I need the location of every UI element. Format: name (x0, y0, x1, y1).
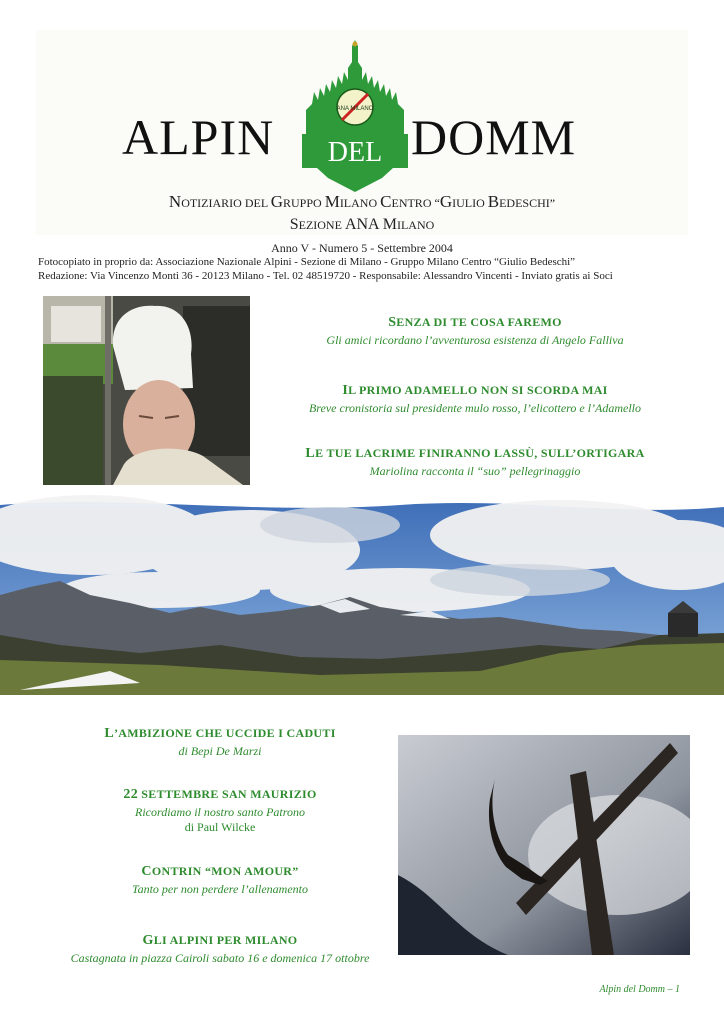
cross-eagle-photo (398, 735, 690, 955)
article-san-maurizio[interactable] (0, 787, 440, 835)
article-author: di Paul Wilcke (184, 820, 256, 834)
article-subtitle: Ricordiamo il nostro santo Patrono (134, 805, 305, 819)
article-title: LE TUE LACRIME FINIRANNO LASSÙ, SULL’ORTIGARA (305, 446, 645, 461)
article-subtitle: Tanto per non perdere l’allenamento (132, 882, 308, 896)
article-title: L’AMBIZIONE CHE UCCIDE I CADUTI (104, 726, 336, 741)
madonnina-icon (353, 42, 358, 47)
article-subtitle: Castagnata in piazza Cairoli sabato 16 e domenica 17 ottobre (70, 951, 370, 965)
article-subtitle: Breve cronistoria sul presidente mulo rosso, l’elicottero e l’Adamello (308, 401, 642, 415)
article-title: GLI ALPINI PER MILANO (142, 933, 298, 948)
masthead-title-left: ALPIN (122, 109, 275, 165)
article-subtitle: di Bepi De Marzi (178, 744, 262, 758)
subtitle-line1: NOTIZIARIO DEL GRUPPO MILANO CENTRO “GIULIO BEDESCHI” (168, 192, 556, 211)
article-title: 22 SETTEMBRE SAN MAURIZIO (123, 787, 317, 802)
article-alpini-milano[interactable] (0, 933, 440, 966)
article-senza-di-te[interactable] (255, 315, 695, 348)
article-primo-adamello[interactable] (255, 383, 695, 416)
article-ambizione[interactable] (0, 726, 440, 759)
duomo-logo (300, 40, 410, 195)
editorial-line: Redazione: Via Vincenzo Monti 36 - 20123 Milano - Tel. 02 48519720 - Responsabile: Alessandro Vincenti - Inviato gratis ai Soci (38, 270, 613, 282)
article-subtitle: Gli amici ricordano l’avventurosa esistenza di Angelo Falliva (326, 333, 624, 347)
article-title: SENZA DI TE COSA FAREMO (388, 315, 562, 330)
publisher-line: Fotocopiato in proprio da: Associazione Nazionale Alpini - Sezione di Milano - Gruppo Milano Centro “Giulio Bedeschi” (38, 256, 576, 268)
masthead-title-right: DOMM (411, 109, 577, 165)
article-contrin[interactable] (0, 864, 440, 897)
mountain-panorama (0, 495, 724, 695)
page-footer: Alpin del Domm – 1 (599, 984, 680, 995)
article-title: IL PRIMO ADAMELLO NON SI SCORDA MAI (342, 383, 608, 398)
masthead-title-del: DEL (327, 137, 383, 168)
article-ortigara[interactable] (255, 446, 695, 479)
issue-info: Anno V - Numero 5 - Settembre 2004 (271, 241, 453, 255)
article-title: CONTRIN “MON AMOUR” (141, 864, 299, 879)
subtitle-line2: SEZIONE ANA MILANO (289, 216, 435, 233)
chef-photo (43, 296, 250, 485)
badge-text: ANA MILANO (336, 106, 374, 112)
article-subtitle: Mariolina racconta il “suo” pellegrinaggio (369, 464, 581, 478)
